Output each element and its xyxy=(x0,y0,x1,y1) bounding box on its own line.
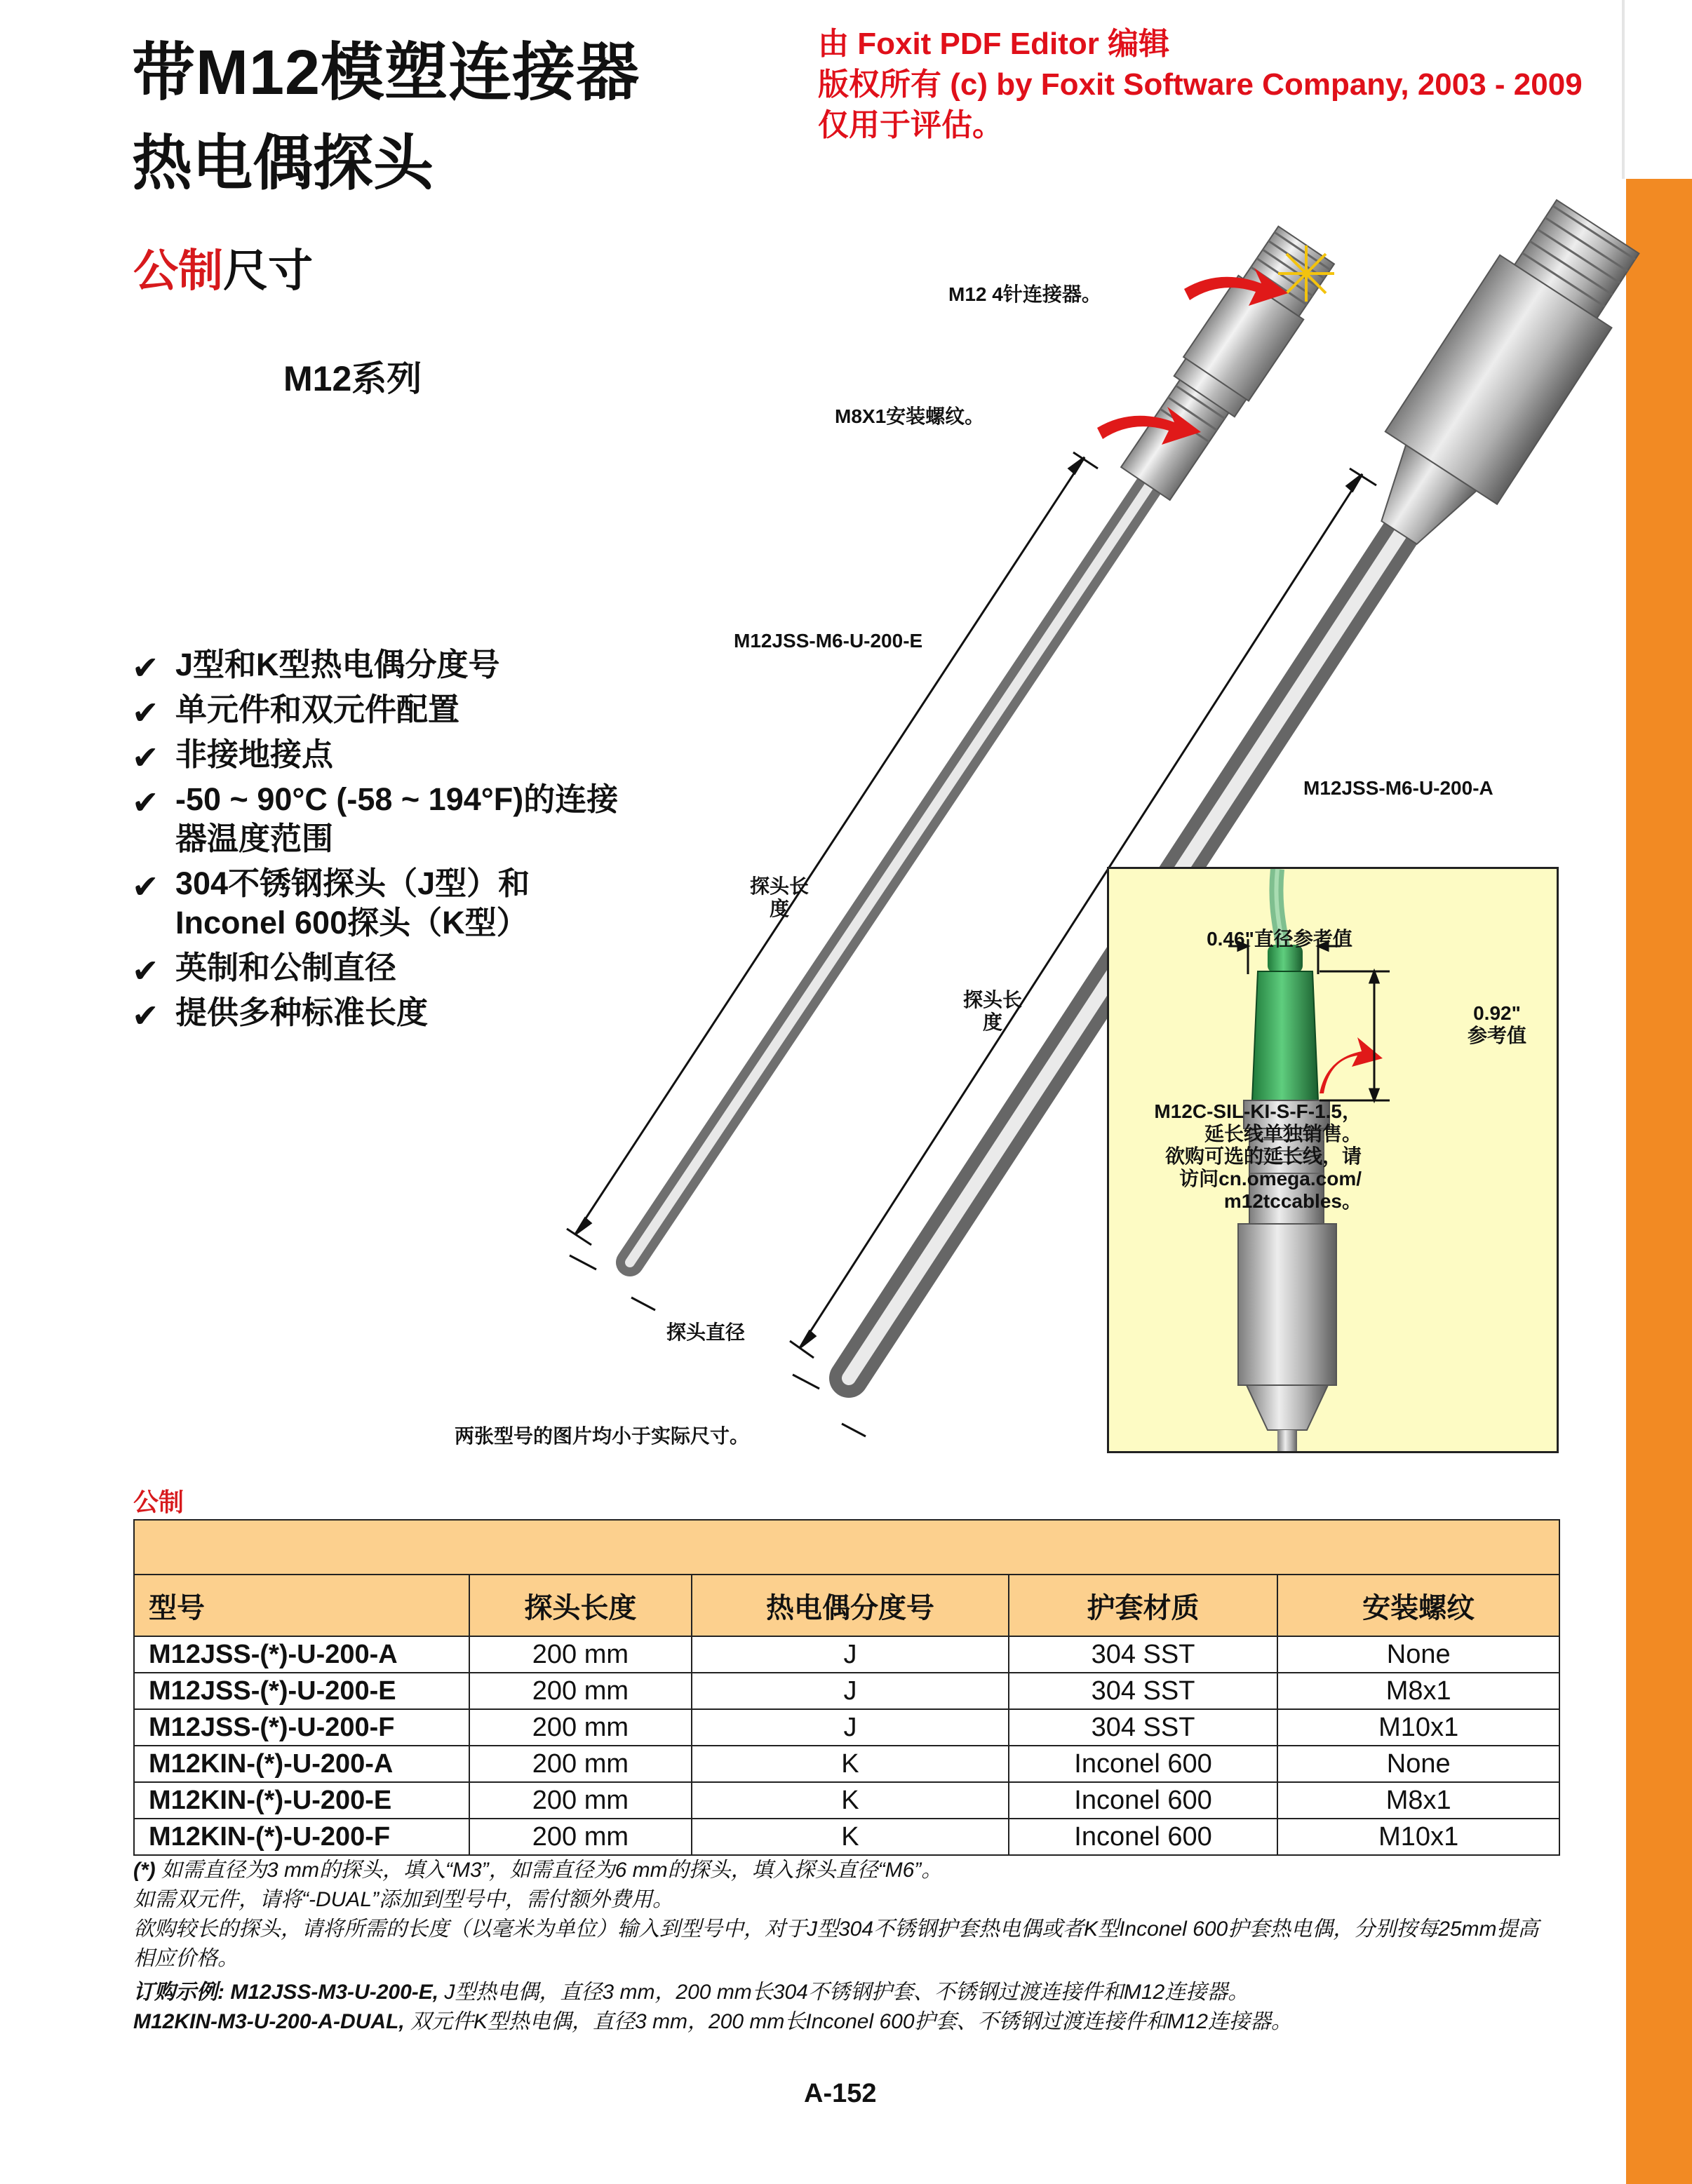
checkmark-icon: ✔ xyxy=(132,694,159,731)
cable-inset xyxy=(1107,867,1559,1453)
table-header-row xyxy=(134,1575,1559,1636)
model-a-label: M12JSS-M6-U-200-A xyxy=(1303,777,1493,799)
col-header-type: 热电偶分度号 xyxy=(692,1575,1008,1636)
probe-diameter-label: 探头直径 xyxy=(666,1321,746,1343)
note-dual: 如需双元件，请将“-DUAL”添加到型号中，需付额外费用。 xyxy=(133,1888,673,1911)
probe-length-label: 探头长度 xyxy=(749,875,809,919)
table-row: M12KIN-(*)-U-200-A 200 mm K Inconel 600 None xyxy=(134,1746,1559,1782)
col-header-model: 型号 xyxy=(134,1575,469,1636)
table-row: M12JSS-(*)-U-200-E 200 mm J 304 SST M8x1 xyxy=(134,1673,1559,1709)
note-order-example-2: M12KIN-M3-U-200-A-DUAL, 双元件K型热电偶，直径3 mm，200 mm长Inconel 600护套、不锈钢过渡连接件和M12连接器。 xyxy=(133,2010,1292,2033)
image-note: 两张型号的图片均小于实际尺寸。 xyxy=(455,1425,750,1447)
note-length: 欲购较长的探头，请将所需的长度（以毫米为单位）输入到型号中，对于J型304不锈钢护套热电偶或者K型Inconel 600护套热电偶，分别按每25mm提高相应价格。 xyxy=(133,1917,1539,1970)
spec-table xyxy=(133,1519,1560,1856)
table-row: M12JSS-(*)-U-200-F 200 mm J 304 SST M10x1 xyxy=(134,1709,1559,1746)
inset-cable-text: M12C-SIL-KI-S-F-1.5， 延长线单独销售。 欲购可选的延长线，请 访问cn.omega.com/ m12tccables。 xyxy=(1154,1100,1362,1212)
feature-item: ✔ 非接地接点 xyxy=(132,736,334,776)
section-heading-red: 公制 xyxy=(133,245,223,296)
checkmark-icon: ✔ xyxy=(132,649,159,686)
feature-item: ✔ 提供多种标准长度 xyxy=(132,995,429,1034)
checkmark-icon: ✔ xyxy=(132,739,159,776)
table-section-label: 公制 xyxy=(133,1488,184,1516)
checkmark-icon: ✔ xyxy=(132,784,159,821)
page-number: A-152 xyxy=(804,2079,877,2108)
series-label: M12系列 xyxy=(283,359,422,398)
inset-len-label-2: 参考值 xyxy=(1467,1025,1526,1046)
inset-dia-label: 0.46"直径参考值 xyxy=(1207,928,1352,950)
connector-label: M12 4针连接器。 xyxy=(948,283,1101,305)
note-diameter: (*) 如需直径为3 mm的探头，填入“M3”，如需直径为6 mm的探头，填入探头直径“M6”。 xyxy=(133,1859,943,1882)
checkmark-icon: ✔ xyxy=(132,952,159,989)
feature-item: ✔ 304不锈钢探头（J型）和Inconel 600探头（K型） xyxy=(132,865,530,941)
checkmark-icon: ✔ xyxy=(132,997,159,1034)
table-row: M12JSS-(*)-U-200-A 200 mm J 304 SST None xyxy=(134,1636,1559,1673)
col-header-thread: 安装螺纹 xyxy=(1277,1575,1559,1636)
col-header-length: 探头长度 xyxy=(469,1575,692,1636)
watermark-line-3: 仅用于评估。 xyxy=(818,108,1003,142)
table-band-row xyxy=(134,1520,1559,1575)
note-order-example-1: 订购示例: M12JSS-M3-U-200-E, J型热电偶，直径3 mm，200 mm长304不锈钢护套、不锈钢过渡连接件和M12连接器。 xyxy=(133,1981,1249,2004)
watermark-line-2: 版权所有 (c) by Foxit Software Company, 2003 - 2009 xyxy=(818,67,1583,102)
page-title: 带M12模塑连接器 xyxy=(132,38,640,108)
model-e-label: M12JSS-M6-U-200-E xyxy=(734,630,923,652)
feature-item: ✔ 英制和公制直径 xyxy=(132,950,397,989)
feature-item: ✔ 单元件和双元件配置 xyxy=(132,692,460,731)
probe-length-label-2: 探头长度 xyxy=(962,989,1022,1033)
inset-len-label-1: 0.92" xyxy=(1473,1002,1521,1024)
footnotes xyxy=(133,1856,1557,2037)
col-header-sheath: 护套材质 xyxy=(1009,1575,1278,1636)
feature-item: ✔ -50 ~ 90°C (-58 ~ 194°F)的连接器温度范围 xyxy=(132,781,619,856)
table-row: M12KIN-(*)-U-200-E 200 mm K Inconel 600 M8x1 xyxy=(134,1782,1559,1819)
checkmark-icon: ✔ xyxy=(132,868,159,905)
page-subtitle: 热电偶探头 xyxy=(132,130,434,197)
thread-label: M8X1安装螺纹。 xyxy=(835,405,985,427)
watermark-line-1: 由 Foxit PDF Editor 编辑 xyxy=(818,27,1170,61)
feature-item: ✔ J型和K型热电偶分度号 xyxy=(132,647,500,686)
section-heading-rest: 尺寸 xyxy=(223,245,313,296)
table-row: M12KIN-(*)-U-200-F 200 mm K Inconel 600 M10x1 xyxy=(134,1819,1559,1855)
